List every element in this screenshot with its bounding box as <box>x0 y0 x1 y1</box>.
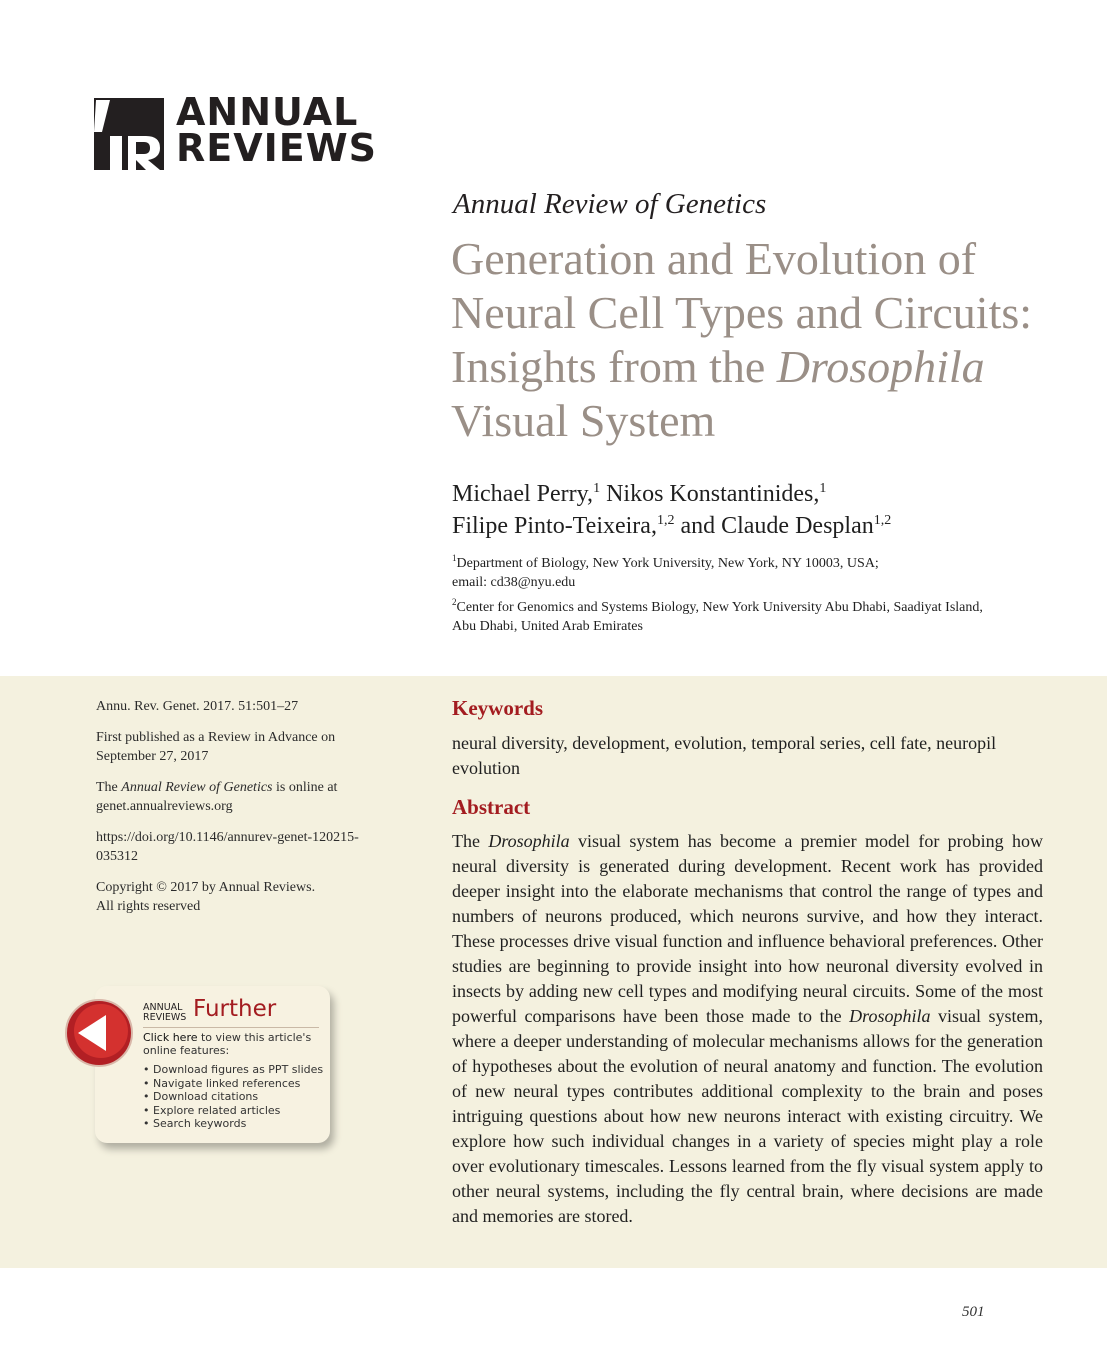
affiliation-2-sup: 2 <box>452 597 457 607</box>
online-post: is online at <box>272 780 338 795</box>
further-small-line-1: ANNUAL <box>143 1002 183 1013</box>
page-number: 501 <box>962 1304 985 1320</box>
logo-line-2: REVIEWS <box>176 126 378 170</box>
abstract-text <box>452 829 1043 1229</box>
further-item-citations: • Download citations <box>143 1090 323 1104</box>
doi-line-1[interactable]: https://doi.org/10.1146/annurev-genet-120215- <box>96 830 359 845</box>
abstract-part-2: visual system has become a premier model for probing how neural diversity is generated during development. Recent work has provided deeper insight into the elaborate mechanisms that control the range of types and numbers of neurons produced, which neurons survive, and how they interact. These processes drive visual function and influence behavioral preferences. Other studies are beginning to provide insight into how neuronal diversity evolved in insects by adding new cell types and modifying neural circuits. Some of the most powerful comparisons have been those made to the <box>452 831 1043 1026</box>
affiliation-2-text: Center for Genomics and Systems Biology, New York University Abu Dhabi, Saadiyat Island, <box>456 600 983 615</box>
author-1-sup: 1 <box>593 481 601 496</box>
abstract-part-3: visual system, where a deeper understanding of molecular mechanisms allows for the generation of hypotheses about the evolution of neural anatomy and function. The evolution of new neural types contributes additional complexity to the brain and poses intriguing questions about how new neurons interact with existing circuitry. We explore how such individual changes in a variety of species might play a role over evolutionary timescales. Lessons learned from the fly visual system apply to other neural systems, including the fly central brain, where decisions are made and memories are stored. <box>452 1006 1044 1226</box>
title-line-3-text: Insights from the <box>451 341 777 392</box>
affiliation-1 <box>452 554 1052 592</box>
affiliation-1-email: email: cd38@nyu.edu <box>452 575 576 590</box>
further-description <box>143 1031 323 1057</box>
further-feature-list <box>143 1063 323 1131</box>
online-url[interactable]: genet.annualreviews.org <box>96 799 233 814</box>
click-here-link[interactable]: Click here <box>143 1031 198 1044</box>
affiliation-1-text: Department of Biology, New York University, New York, NY 10003, USA; <box>456 556 879 571</box>
first-published-line-2: September 27, 2017 <box>96 749 209 764</box>
copyright <box>96 878 406 916</box>
title-line-1: Generation and Evolution of <box>451 233 977 284</box>
copyright-line-2: All rights reserved <box>96 899 201 914</box>
online-journal: Annual Review of Genetics <box>121 780 273 795</box>
affiliation-1-sup: 1 <box>452 553 457 563</box>
online-info-line-1 <box>96 778 406 797</box>
first-published <box>96 728 406 766</box>
affiliation-1-line-1 <box>452 554 1052 573</box>
further-item-keywords: • Search keywords <box>143 1117 323 1131</box>
author-line-1 <box>452 478 1092 510</box>
author-list <box>452 478 1092 542</box>
title-line-2: Neural Cell Types and Circuits: <box>451 287 1033 338</box>
author-line-2 <box>452 510 1092 542</box>
author-3: Filipe Pinto-Teixeira, <box>452 513 657 539</box>
abstract-italic-1: Drosophila <box>488 831 570 851</box>
abstract-part-1: The <box>452 831 489 851</box>
further-divider <box>143 1027 319 1028</box>
online-pre: The <box>96 780 122 795</box>
author-4: and Claude Desplan <box>674 513 874 539</box>
author-2: Nikos Konstantinides, <box>600 481 820 507</box>
author-3-sup: 1,2 <box>656 513 675 528</box>
further-description-text: to view this article's online features: <box>143 1031 312 1057</box>
affiliation-2-line-1 <box>452 598 1052 617</box>
further-title: Further <box>193 996 277 1022</box>
author-1: Michael Perry, <box>452 481 594 507</box>
abstract-heading: Abstract <box>452 795 531 819</box>
title-line-3-italic: Drosophila <box>776 341 985 392</box>
author-4-sup: 1,2 <box>873 513 892 528</box>
keywords-heading: Keywords <box>452 696 543 720</box>
title-line-3 <box>451 340 1091 394</box>
journal-name: Annual Review of Genetics <box>453 188 767 220</box>
logo-line-1: ANNUAL <box>176 90 359 134</box>
further-item-ppt: • Download figures as PPT slides <box>143 1063 323 1077</box>
keywords-text: neural diversity, development, evolution, temporal series, cell fate, neuropil evolution <box>452 733 997 778</box>
affiliation-2 <box>452 598 1052 636</box>
annual-reviews-logo-mark <box>94 98 164 170</box>
online-info <box>96 778 406 816</box>
abstract-italic-2: Drosophila <box>849 1006 931 1026</box>
further-item-references: • Navigate linked references <box>143 1077 323 1091</box>
annual-reviews-logo <box>94 90 378 172</box>
first-published-line-1: First published as a Review in Advance on <box>96 730 336 745</box>
author-2-sup: 1 <box>819 481 827 496</box>
doi[interactable] <box>96 828 406 866</box>
further-item-related: • Explore related articles <box>143 1104 323 1118</box>
article-title <box>451 232 1091 448</box>
affiliation-2-line-2: Abu Dhabi, United Arab Emirates <box>452 619 643 634</box>
copyright-line-1: Copyright © 2017 by Annual Reviews. <box>96 880 316 895</box>
further-small-logo <box>143 1003 186 1023</box>
logo-wordmark <box>176 90 378 170</box>
title-line-4: Visual System <box>451 395 716 446</box>
doi-line-2[interactable]: 035312 <box>96 849 138 864</box>
citation: Annu. Rev. Genet. 2017. 51:501–27 <box>96 699 299 714</box>
further-arrow-icon[interactable] <box>64 996 134 1070</box>
further-small-line-2: REVIEWS <box>143 1012 187 1023</box>
